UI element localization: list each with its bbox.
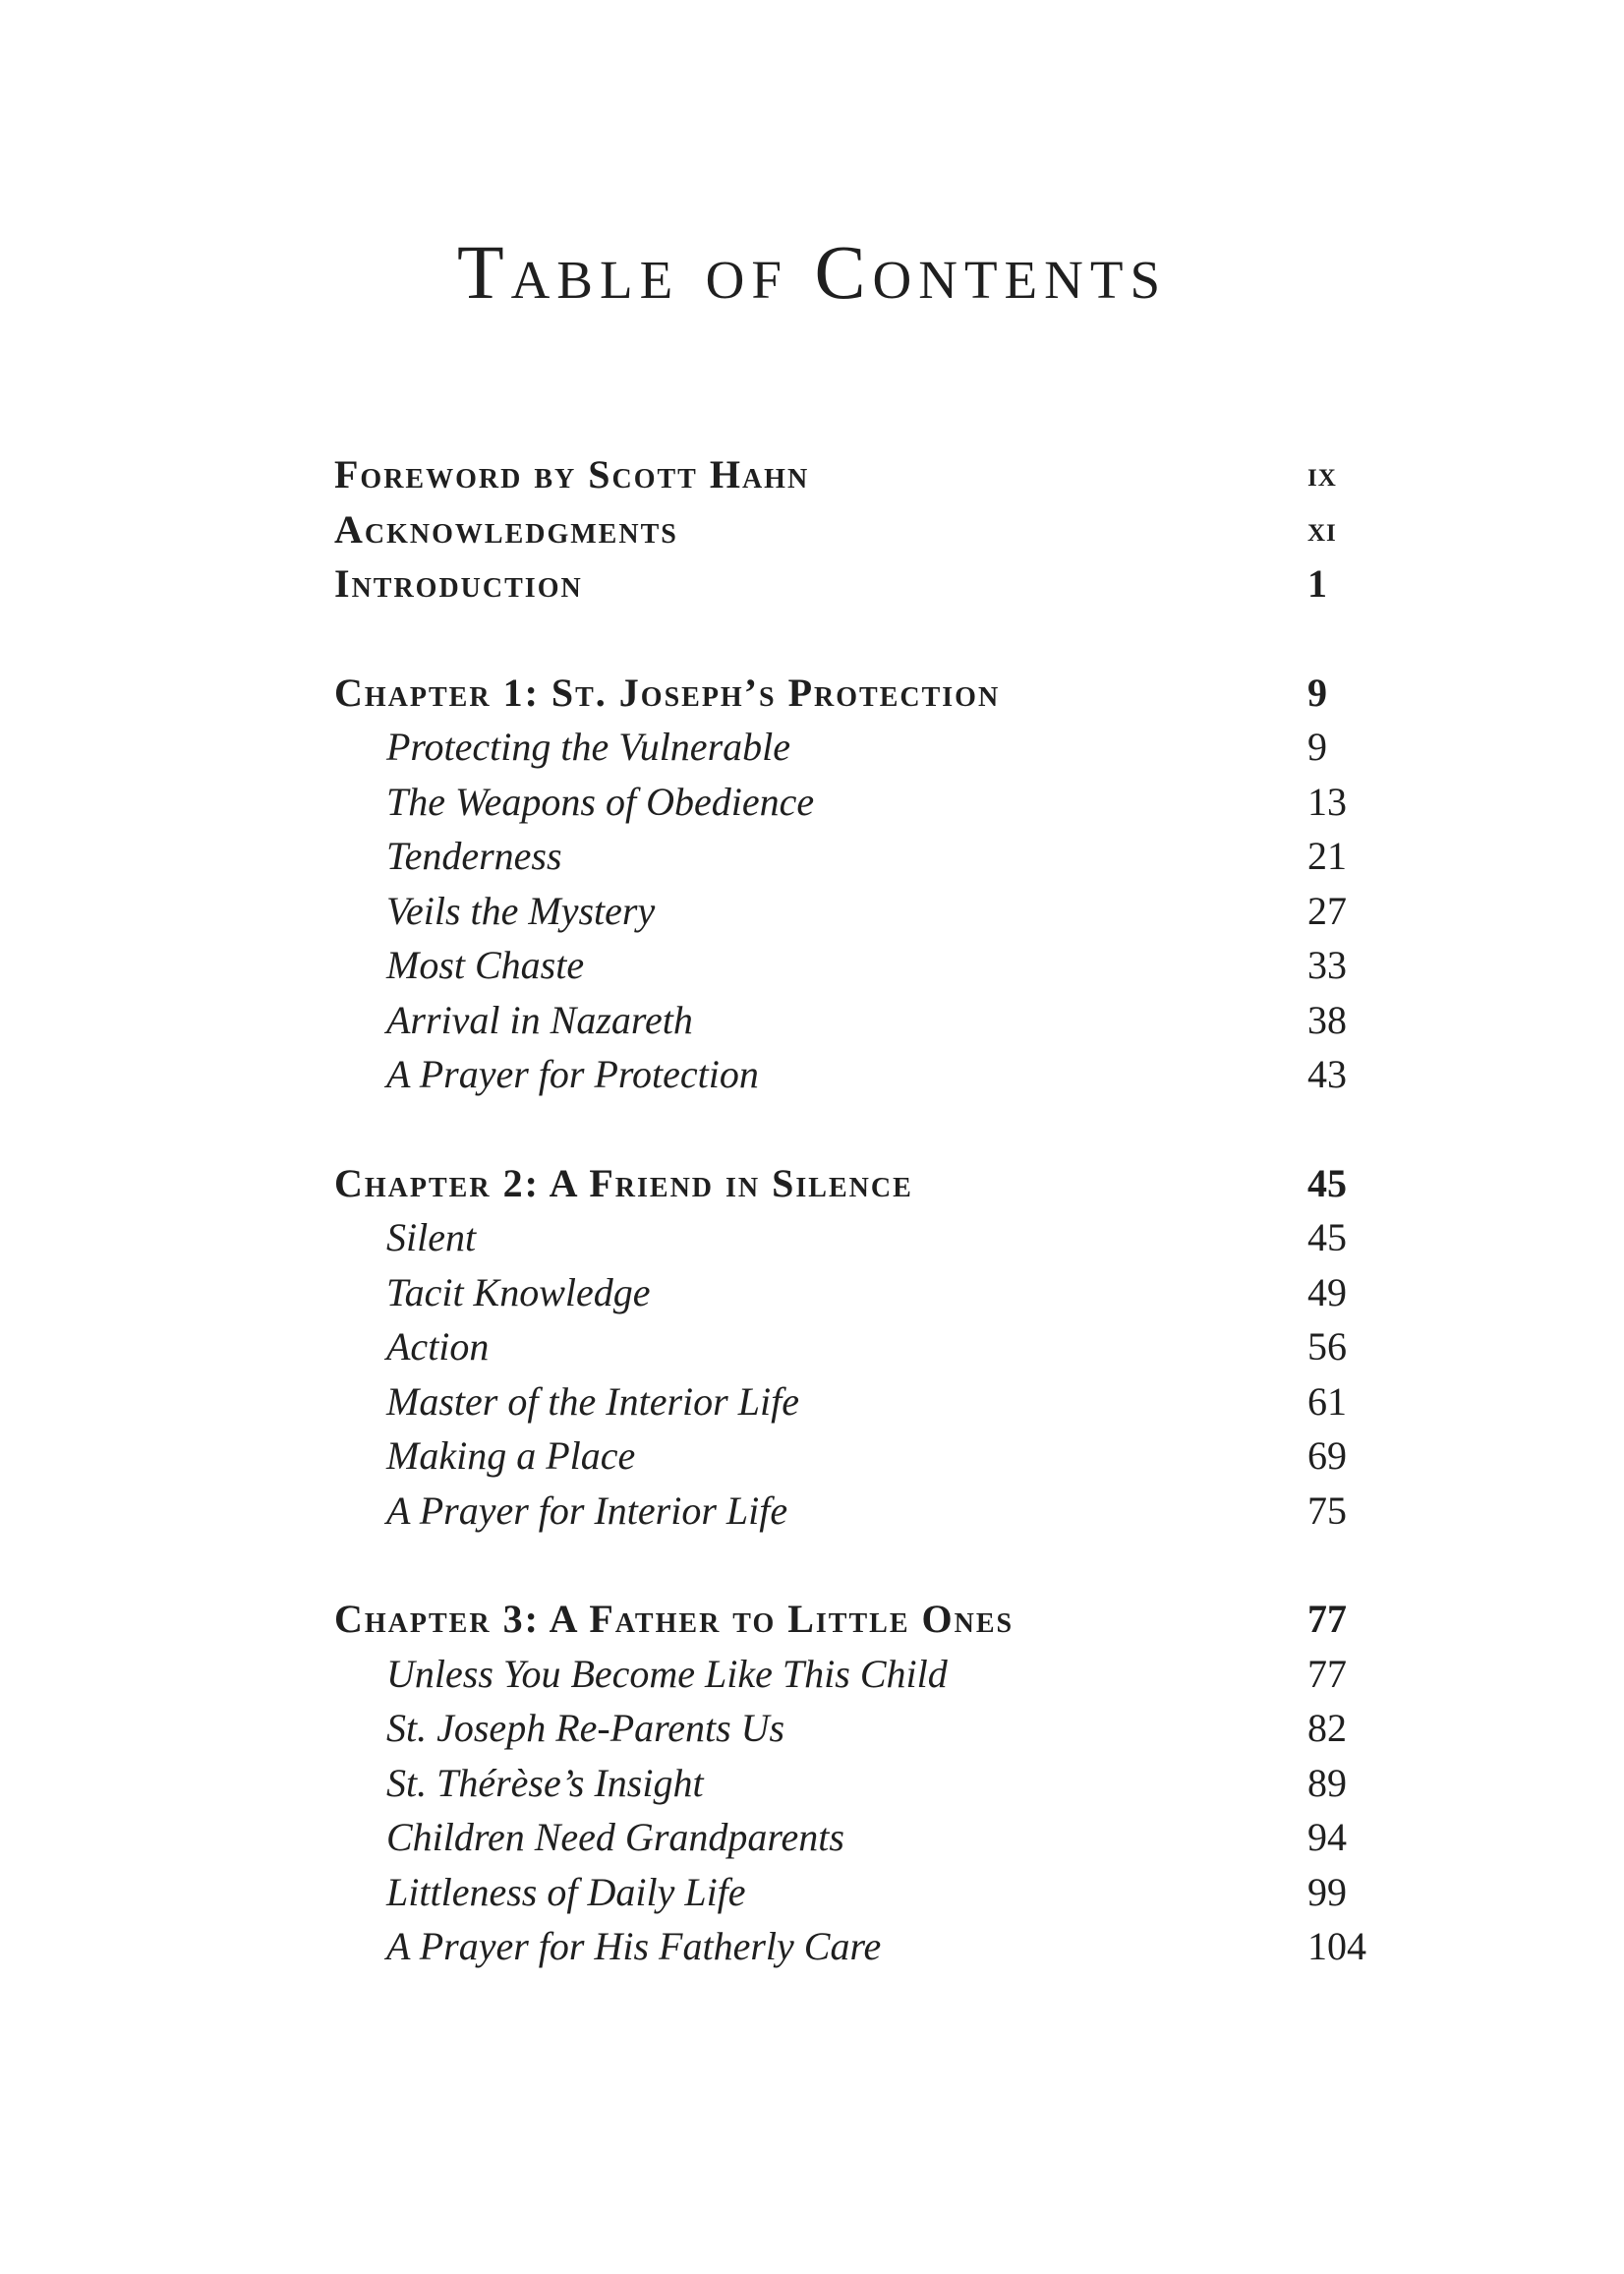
toc-entry-label: Foreword by Scott Hahn xyxy=(334,452,810,496)
section-label: Protecting the Vulnerable xyxy=(386,725,790,769)
chapter-page: 9 xyxy=(1307,670,1327,715)
section-label: St. Joseph Re-Parents Us xyxy=(386,1706,785,1750)
section-page: 9 xyxy=(1307,725,1327,769)
toc-section[interactable] xyxy=(334,1865,1386,1920)
toc-section[interactable] xyxy=(334,1210,1386,1265)
toc-entry-label: Acknowledgments xyxy=(334,506,678,552)
toc-entry-page: ix xyxy=(1307,454,1337,494)
chapter-label: Chapter 3: A Father to Little Ones xyxy=(334,1597,1015,1641)
toc-entry-foreword[interactable] xyxy=(334,447,1386,502)
section-page: 33 xyxy=(1307,943,1347,987)
section-label: St. Thérèse’s Insight xyxy=(386,1760,704,1805)
toc-entry-label: Introduction xyxy=(334,561,583,606)
section-page: 21 xyxy=(1307,834,1347,878)
section-page: 45 xyxy=(1307,1215,1347,1259)
section-label: Making a Place xyxy=(386,1433,636,1478)
toc-entry-acknowledgments[interactable] xyxy=(334,502,1386,557)
section-page: 61 xyxy=(1307,1378,1347,1424)
section-label: A Prayer for Interior Life xyxy=(386,1487,788,1533)
section-page: 89 xyxy=(1307,1760,1347,1805)
section-page: 82 xyxy=(1307,1706,1347,1750)
section-page: 13 xyxy=(1307,779,1347,824)
toc-section[interactable] xyxy=(334,775,1386,830)
section-label: Most Chaste xyxy=(386,943,585,987)
toc-chapter-2[interactable] xyxy=(334,1156,1386,1211)
toc-entry-page: 1 xyxy=(1307,561,1327,606)
spacer xyxy=(334,1538,1386,1592)
section-label: Unless You Become Like This Child xyxy=(386,1651,948,1696)
chapter-label: Chapter 1: St. Joseph’s Protection xyxy=(334,670,1001,715)
section-label: Children Need Grandparents xyxy=(386,1815,844,1859)
section-label: Master of the Interior Life xyxy=(386,1378,799,1424)
toc-section[interactable] xyxy=(334,884,1386,939)
section-page: 43 xyxy=(1307,1052,1347,1096)
toc-section[interactable] xyxy=(334,829,1386,884)
section-page: 69 xyxy=(1307,1433,1347,1478)
section-label: Littleness of Daily Life xyxy=(386,1869,746,1914)
toc-section[interactable] xyxy=(334,1319,1386,1374)
section-page: 38 xyxy=(1307,997,1347,1042)
toc-chapter-1[interactable] xyxy=(334,666,1386,721)
toc-section[interactable] xyxy=(334,1756,1386,1811)
section-page: 94 xyxy=(1307,1815,1347,1859)
chapter-page: 77 xyxy=(1307,1597,1347,1641)
toc-section[interactable] xyxy=(334,1701,1386,1756)
table-of-contents xyxy=(334,447,1386,1974)
chapter-page: 45 xyxy=(1307,1160,1347,1205)
toc-section[interactable] xyxy=(334,1265,1386,1320)
section-label: A Prayer for His Fatherly Care xyxy=(386,1924,882,1968)
page-title: Table of Contents xyxy=(456,229,1168,315)
section-label: The Weapons of Obedience xyxy=(386,779,815,824)
section-page: 27 xyxy=(1307,888,1347,933)
toc-section[interactable] xyxy=(334,938,1386,993)
toc-section[interactable] xyxy=(334,1047,1386,1102)
toc-section[interactable] xyxy=(334,993,1386,1048)
section-page: 75 xyxy=(1307,1487,1347,1533)
section-label: Action xyxy=(386,1324,490,1369)
spacer xyxy=(334,612,1386,666)
toc-entry-introduction[interactable] xyxy=(334,556,1386,612)
toc-chapter-3[interactable] xyxy=(334,1592,1386,1647)
section-page: 104 xyxy=(1307,1924,1366,1968)
section-label: Veils the Mystery xyxy=(386,888,656,933)
section-label: Silent xyxy=(386,1215,477,1259)
toc-section[interactable] xyxy=(334,1429,1386,1484)
spacer xyxy=(334,1102,1386,1156)
section-page: 49 xyxy=(1307,1269,1347,1314)
toc-section[interactable] xyxy=(334,1919,1386,1974)
chapter-label: Chapter 2: A Friend in Silence xyxy=(334,1160,913,1205)
toc-section[interactable] xyxy=(334,1484,1386,1539)
toc-section[interactable] xyxy=(334,1374,1386,1429)
section-page: 77 xyxy=(1307,1651,1347,1696)
section-page: 99 xyxy=(1307,1869,1347,1914)
toc-section[interactable] xyxy=(334,1647,1386,1702)
section-label: A Prayer for Protection xyxy=(386,1052,759,1096)
toc-section[interactable] xyxy=(334,720,1386,775)
section-page: 56 xyxy=(1307,1324,1347,1369)
section-label: Tacit Knowledge xyxy=(386,1269,651,1314)
section-label: Arrival in Nazareth xyxy=(386,997,693,1042)
toc-section[interactable] xyxy=(334,1810,1386,1865)
section-label: Tenderness xyxy=(386,834,562,878)
toc-entry-page: xi xyxy=(1307,508,1337,549)
